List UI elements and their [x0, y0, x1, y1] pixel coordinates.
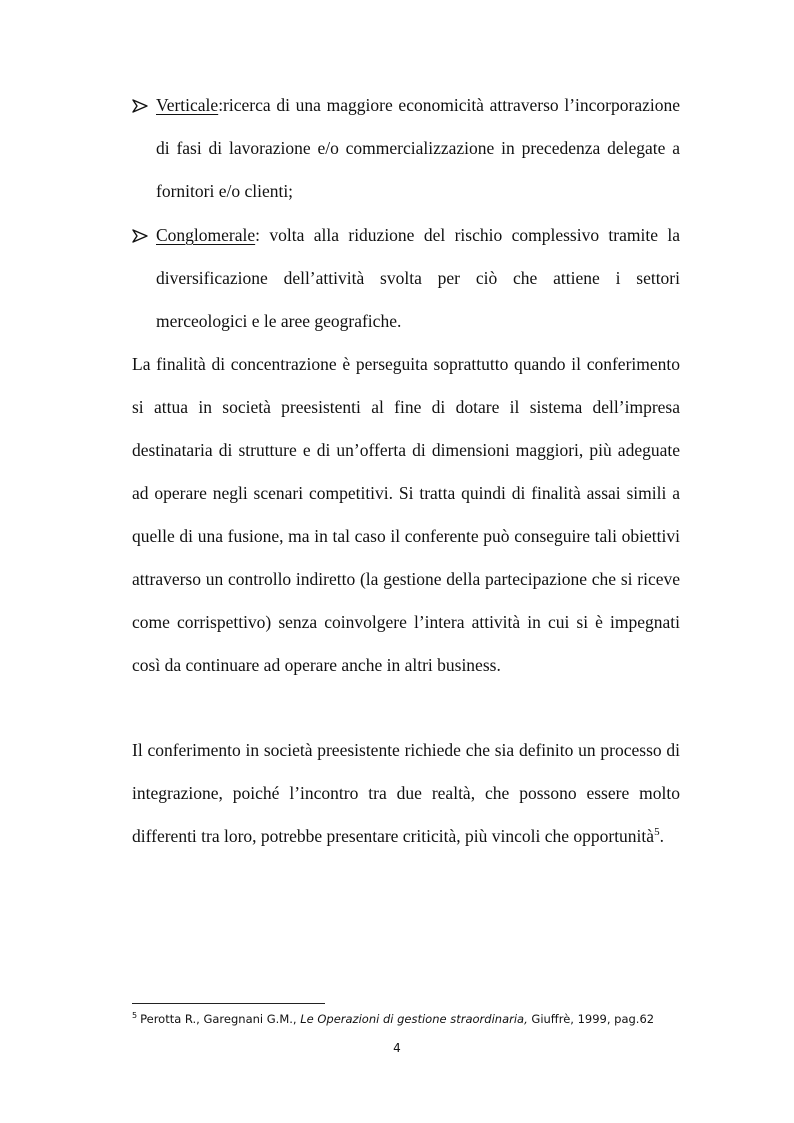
bullet-description: : volta alla riduzione del rischio complessivo tramite la diversificazione dell’attività svolta per ciò che attiene i settori merceologici e le aree geografiche. — [156, 225, 680, 331]
footnote-number: 5 — [132, 1011, 138, 1020]
body-paragraph-1: La finalità di concentrazione è perseguita soprattutto quando il conferimento si attua in società preesistenti al fine di dotare il sistema dell’impresa destinataria di strutture e di un’offerta di dimensioni maggiori, più adeguate ad operare negli scenari competitivi. Si tratta quindi di finalità assai simili a quelle di una fusione, ma in tal caso il conferente può conseguire tali obiettivi attraverso un controllo indiretto (la gestione della partecipazione che si riceve come corrispettivo) senza coinvolgere l’intera attività in cui si è impegnati così da continuare ad operare anche in altri business. — [132, 354, 680, 675]
bullet-description: :ricerca di una maggiore economicità attraverso l’incorporazione di fasi di lavorazione e/o commercializzazione in precedenza delegate a fornitori e/o clienti; — [156, 95, 680, 201]
paragraph-end: . — [659, 826, 664, 846]
body-paragraph-2 — [132, 729, 680, 858]
arrow-bullet-icon — [132, 84, 150, 127]
paragraph-text: Il conferimento in società preesistente richiede che sia definito un processo di integrazione, poiché l’incontro tra due realtà, che possono essere molto differenti tra loro, potrebbe presentare criticità, più vincoli che opportunità — [132, 740, 680, 846]
bullet-text — [156, 214, 680, 343]
page-number: 4 — [393, 1041, 401, 1055]
footnote-reference[interactable]: 5 — [654, 826, 660, 839]
footnote-authors: Perotta R., Garegnani G.M., — [140, 1011, 301, 1026]
bullet-term: Verticale — [156, 95, 219, 115]
bullet-text — [156, 84, 680, 213]
arrow-bullet-icon — [132, 214, 150, 257]
footnote-publisher: Giuffrè, 1999, pag.62 — [527, 1011, 655, 1026]
bullet-item-verticale — [132, 84, 680, 213]
bullet-item-conglomerale — [132, 214, 680, 343]
footnote-separator — [132, 1003, 325, 1004]
footnote — [132, 1011, 692, 1026]
bullet-term: Conglomerale — [156, 225, 256, 245]
footnote-title: Le Operazioni di gestione straordinaria, — [300, 1011, 528, 1026]
